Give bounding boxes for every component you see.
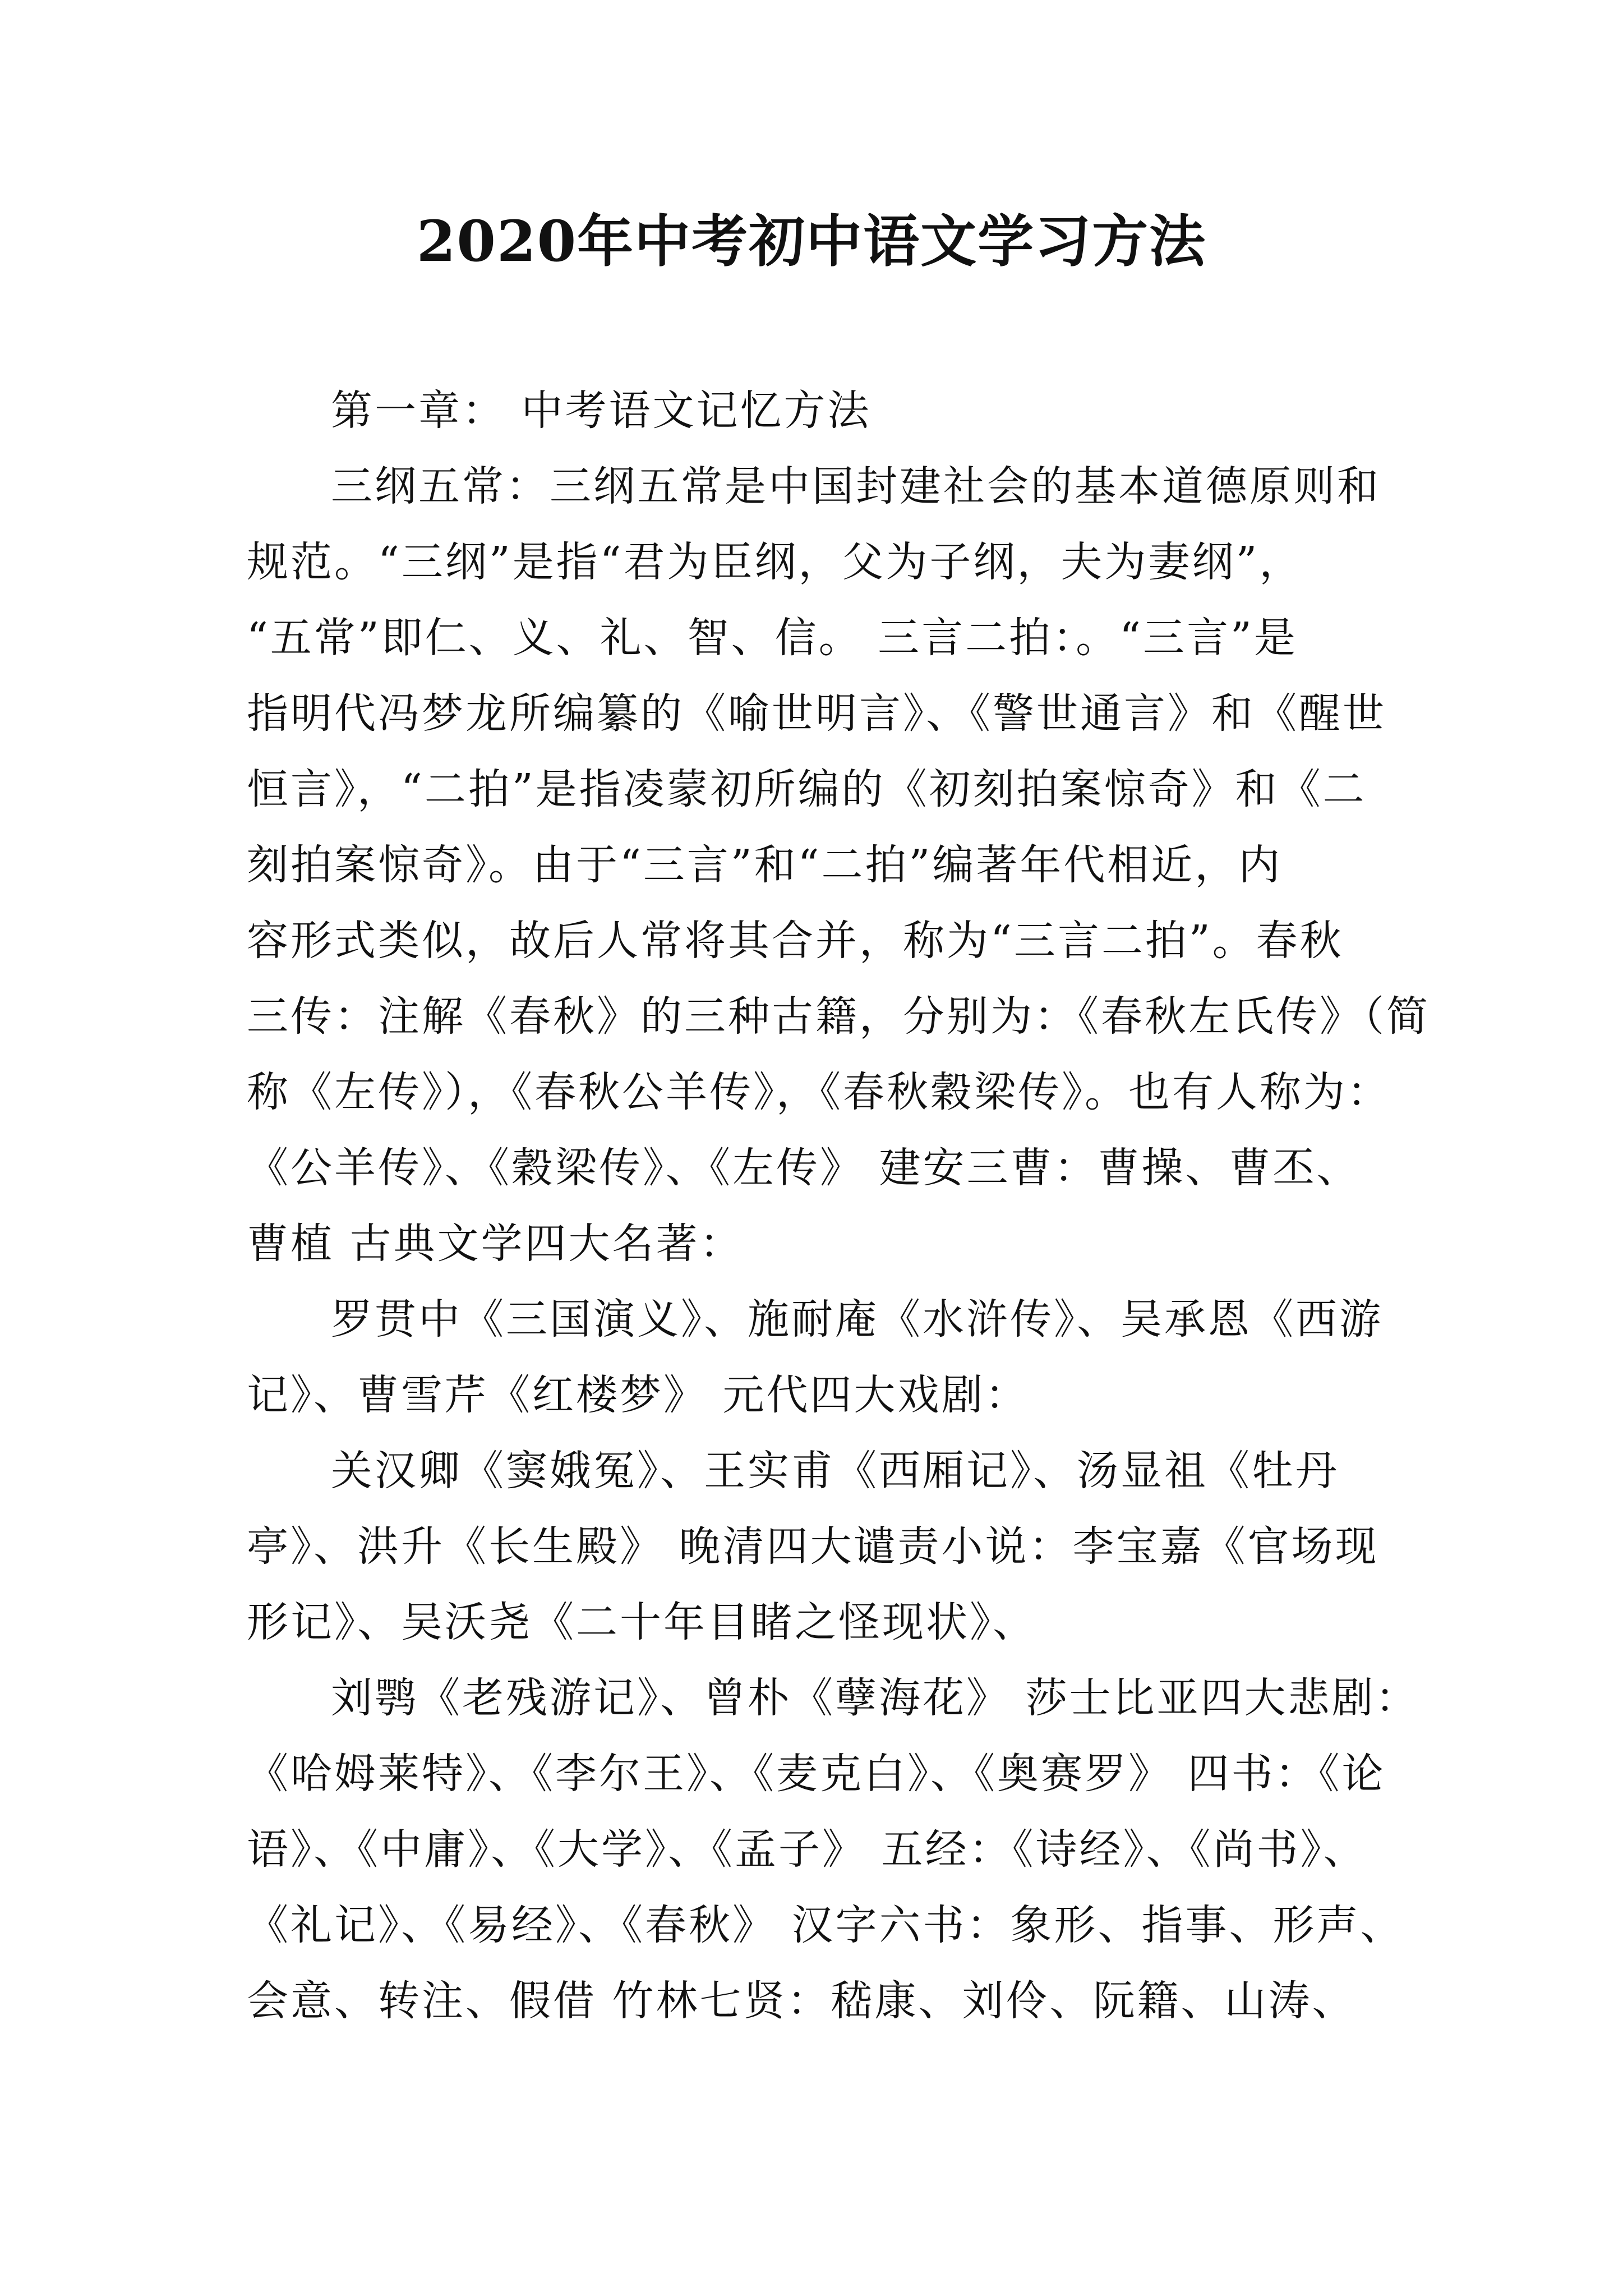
- text-line: 罗贯中《三国演义》、施耐庵《水浒传》、吴承恩《西游: [331, 1295, 1383, 1343]
- text-line: 称《左传》），《春秋公羊传》，《春秋穀梁传》。也有人称为：: [247, 1068, 1391, 1116]
- text-line: 亭》、洪升《长生殿》 晚清四大谴责小说：李宝嘉《官场现: [247, 1522, 1379, 1571]
- document-body: [247, 373, 1436, 2039]
- text-line: 会意、转注、假借 竹林七贤：嵇康、刘伶、阮籍、山涛、: [247, 1977, 1356, 2025]
- text-line: 刻拍案惊奇》。由于“三言”和“二拍”编著年代相近，内: [247, 841, 1283, 889]
- text-line: 《哈姆莱特》、《李尔王》、《麦克白》、《奥赛罗》 四书：《论: [247, 1750, 1386, 1798]
- text-line: 第一章： 中考语文记忆方法: [331, 386, 872, 435]
- text-line: 规范。“三纲”是指“君为臣纲，父为子纲，夫为妻纲”，: [247, 538, 1303, 586]
- text-line: 形记》、吴沃尧《二十年目睹之怪现状》、: [247, 1598, 1036, 1646]
- text-line: 三传：注解《春秋》的三种古籍，分别为：《春秋左氏传》（简: [247, 992, 1430, 1041]
- text-line: 关汉卿《窦娥冤》、王实甫《西厢记》、汤显祖《牡丹: [331, 1447, 1339, 1495]
- text-line: 容形式类似，故后人常将其合并，称为“三言二拍”。春秋: [247, 917, 1344, 965]
- text-line: 语》、《中庸》、《大学》、《孟子》 五经：《诗经》、《尚书》、: [247, 1825, 1367, 1874]
- text-line: 《公羊传》、《穀梁传》、《左传》 建安三曹：曹操、曹丕、: [247, 1144, 1361, 1192]
- text-line: 记》、曹雪芹《红楼梦》 元代四大戏剧：: [247, 1371, 1029, 1419]
- text-line: 刘鹗《老残游记》、曾朴《孽海花》 莎士比亚四大悲剧：: [331, 1674, 1419, 1722]
- document-title: 2020年中考初中语文学习方法: [416, 208, 1207, 274]
- text-line: “五常”即仁、义、礼、智、信。 三言二拍：。“三言”是: [247, 614, 1298, 662]
- text-line: 指明代冯梦龙所编纂的《喻世明言》、《警世通言》和《醒世: [247, 689, 1386, 738]
- text-line: 恒言》，“二拍”是指凌蒙初所编的《初刻拍案惊奇》和《二: [247, 765, 1367, 813]
- text-line: 三纲五常：三纲五常是中国封建社会的基本道德原则和: [331, 462, 1381, 510]
- text-line: 曹植 古典文学四大名著：: [247, 1220, 744, 1268]
- text-line: 《礼记》、《易经》、《春秋》 汉字六书：象形、指事、形声、: [247, 1901, 1404, 1949]
